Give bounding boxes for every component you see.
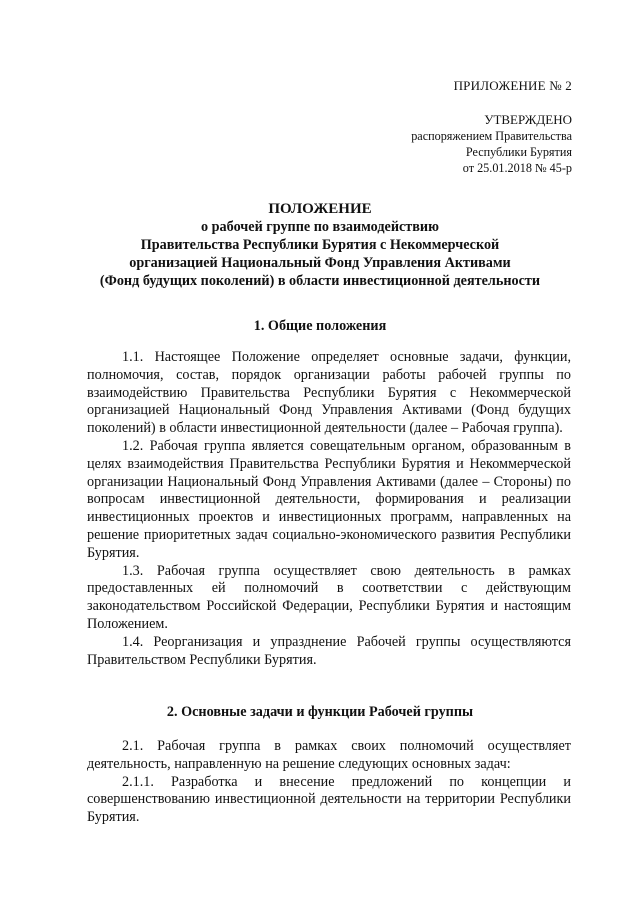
section-2-heading: 2. Основные задачи и функции Рабочей группы [166, 704, 474, 720]
approval-stamp [411, 112, 572, 176]
title-line-2: Правительства Республики Бурятия с Некоммерческой [140, 237, 500, 253]
section-1-heading: 1. Общие положения [253, 318, 387, 334]
paragraph-2-1: 2.1. Рабочая группа в рамках своих полномочий осуществляет деятельность, направленную на решение следующих основных задач: [87, 738, 571, 772]
document-title-block [60, 200, 580, 290]
attachment-number: ПРИЛОЖЕНИЕ № 2 [453, 78, 572, 93]
approved-date: от 25.01.2018 № 45-р [462, 161, 572, 175]
paragraph-1-2: 1.2. Рабочая группа является совещательным органом, образованным в целях взаимодействия Правительства Республики Бурятия и Некоммерческой организации Национальный Фонд Управления Активами (далее – Стороны) по вопросам инвестиционной деятельности, формирования и реализации инвестиционных проектов и инвестиционных программ, направленных на решение приоритетных задач социально-экономического развития Республики Бурятия. [87, 437, 571, 561]
paragraph-2-1-1: 2.1.1. Разработка и внесение предложений по концепции и совершенствованию инвестиционной деятельности на территории Республики Бурятия. [87, 773, 571, 826]
title-line-3: организацией Национальный Фонд Управления Активами [129, 255, 511, 271]
approved-by-line2: Республики Бурятия [465, 145, 572, 159]
paragraph-1-1: 1.1. Настоящее Положение определяет основные задачи, функции, полномочия, состав, порядок организации работы рабочей группы по взаимодействию Правительства Республики Бурятия с Некоммерческой организацией Национальный Фонд Управления Активами (Фонд будущих поколений) в области инвестиционной деятельности (далее – Рабочая группа). [87, 349, 571, 437]
document-title: ПОЛОЖЕНИЕ [268, 201, 372, 217]
section-1-body [87, 349, 571, 669]
title-line-4: (Фонд будущих поколений) в области инвестиционной деятельности [99, 273, 541, 289]
approved-label: УТВЕРЖДЕНО [484, 112, 572, 127]
paragraph-1-4: 1.4. Реорганизация и упразднение Рабочей группы осуществляются Правительством Республики Бурятия. [87, 633, 571, 668]
section-2-body [87, 738, 571, 827]
title-line-1: о рабочей группе по взаимодействию [201, 219, 439, 235]
approved-by-line1: распоряжением Правительства [411, 129, 572, 143]
paragraph-1-3: 1.3. Рабочая группа осуществляет свою деятельность в рамках предоставленных ей полномочий в соответствии с действующим законодательством Российской Федерации, Республики Бурятия и настоящим Положением. [87, 562, 571, 632]
